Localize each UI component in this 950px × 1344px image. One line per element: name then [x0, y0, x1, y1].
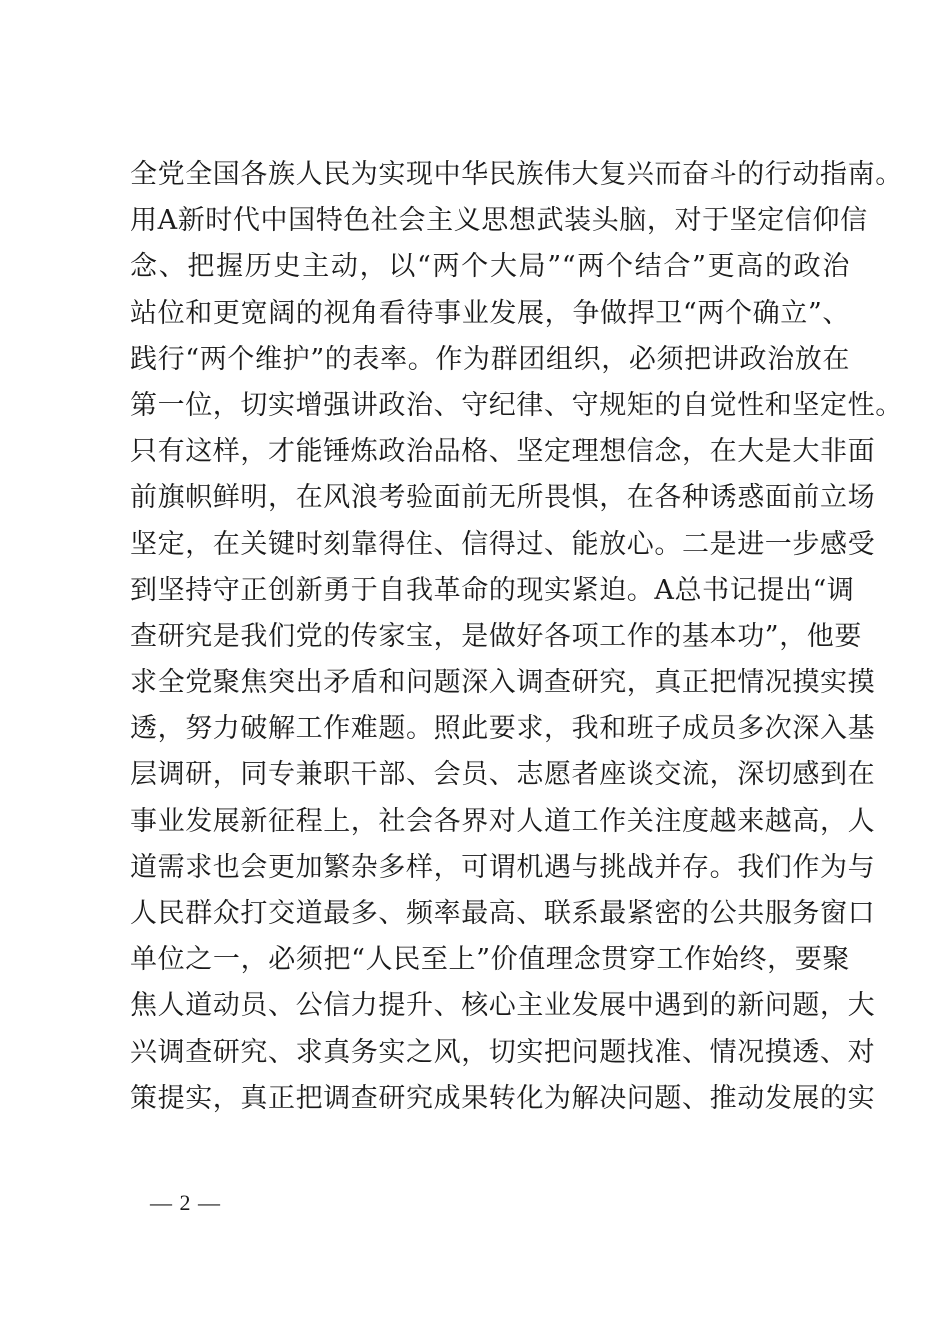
text-line: 只有这样，才能锤炼政治品格、坚定理想信念，在大是大非面 [130, 436, 876, 468]
text-line: 第一位，切实增强讲政治、守纪律、守规矩的自觉性和坚定性。 [130, 389, 903, 421]
text-line: 践行“两个维护”的表率。作为群团组织，必须把讲政治放在 [130, 343, 850, 375]
text-line: 兴调查研究、求真务实之风，切实把问题找准、情况摸透、对 [130, 1036, 876, 1068]
text-line: 坚定，在关键时刻靠得住、信得过、能放心。二是进一步感受 [130, 528, 876, 560]
text-line: 查研究是我们党的传家宝，是做好各项工作的基本功”，他要 [130, 620, 863, 652]
text-line: 策提实，真正把调查研究成果转化为解决问题、推动发展的实 [130, 1082, 876, 1114]
text-line: 全党全国各族人民为实现中华民族伟大复兴而奋斗的行动指南。 [130, 159, 903, 190]
text-line: 人民群众打交道最多、频率最高、联系最紧密的公共服务窗口 [130, 898, 876, 929]
text-line: 单位之一，必须把“人民至上”价值理念贯穿工作始终，要聚 [130, 944, 850, 976]
text-line: 透，努力破解工作难题。照此要求，我和班子成员多次深入基 [130, 713, 876, 745]
text-line: 用A新时代中国特色社会主义思想武装头脑，对于坚定信仰信 [130, 205, 868, 237]
text-line: 站位和更宽阔的视角看待事业发展，争做捍卫“两个确立”、 [130, 297, 850, 329]
text-line: 焦人道动员、公信力提升、核心主业发展中遇到的新问题，大 [130, 990, 876, 1022]
text-line: 事业发展新征程上，社会各界对人道工作关注度越来越高，人 [130, 805, 876, 837]
text-line: 求全党聚焦突出矛盾和问题深入调查研究，真正把情况摸实摸 [130, 667, 876, 699]
text-line: 前旗帜鲜明，在风浪考验面前无所畏惧，在各种诱惑面前立场 [130, 482, 876, 514]
page-number: — 2 — [150, 1190, 221, 1215]
text-line: 到坚持守正创新勇于自我革命的现实紧迫。A总书记提出“调 [130, 574, 855, 606]
text-line: 念、把握历史主动，以“两个大局”“两个结合”更高的政治 [130, 251, 850, 283]
body-paragraph [130, 152, 903, 1122]
text-line: 道需求也会更加繁杂多样，可谓机遇与挑战并存。我们作为与 [130, 851, 876, 883]
text-line: 层调研，同专兼职干部、会员、志愿者座谈交流，深切感到在 [130, 759, 876, 791]
